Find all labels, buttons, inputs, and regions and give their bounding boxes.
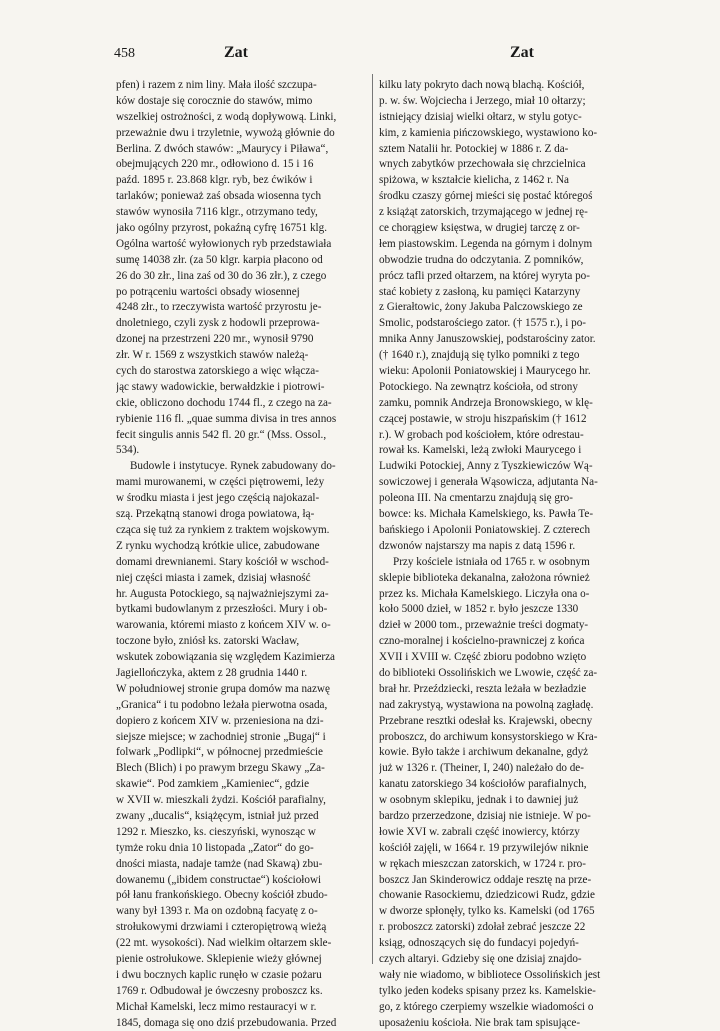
text-line: prócz tafli przed ołtarzem, na której wyryta po- bbox=[379, 269, 590, 282]
text-line: paźd. 1895 r. 23.868 klgr. ryb, bez ćwików i bbox=[116, 174, 313, 187]
text-line: dności miasta, nadaje tamże (nad Skawą) zbu- bbox=[116, 857, 323, 870]
text-line: wnych zabytków przechowała się chrzcielnica bbox=[379, 158, 586, 171]
text-line: 1292 r. Mieszko, ks. cieszyński, wynosząc w bbox=[116, 825, 316, 838]
text-line: 26 do 30 złr., lina zaś od 30 do 36 złr.), z czego bbox=[116, 269, 327, 282]
text-line: siejsze miejsce; w zachodniej stronie „Bugaj“ i bbox=[116, 730, 326, 743]
text-line: 1845, domaga się ono dziś przebudowania. Przed bbox=[116, 1016, 337, 1029]
text-line: ce chorągiew księstwa, w drugiej tarczę z or- bbox=[379, 222, 580, 235]
text-line: z książąt zatorskich, trzymającego w jednej rę- bbox=[379, 206, 588, 219]
running-head-right: Zat bbox=[510, 44, 534, 61]
text-line: W południowej stronie grupa domów ma nazwę bbox=[116, 682, 330, 695]
text-line: hr. Augusta Potockiego, są najważniejszymi za- bbox=[116, 587, 329, 600]
text-line: rował ks. Kamelski, leżą zwłoki Maurycego i bbox=[379, 444, 582, 457]
text-line: (22 mt. wysokości). Nad wielkim ołtarzem skle- bbox=[116, 937, 332, 950]
text-line: kościół zajęli, w 1664 r. 19 przywilejów niknie bbox=[379, 841, 589, 854]
text-line: Jagiellończyka, aktem z 28 grudnia 1440 r. bbox=[116, 666, 308, 679]
text-line: tylko jeden kodeks spisany przez ks. Kamelskie- bbox=[379, 984, 596, 997]
page-header bbox=[0, 44, 720, 64]
text-line: dnoletniego, czyli zysk z hodowli przeprowa- bbox=[116, 317, 320, 330]
text-line: sumę 14038 złr. (za 50 klgr. karpia płacono od bbox=[116, 253, 323, 266]
text-line: sklepie biblioteka dekanalna, założona również bbox=[379, 571, 590, 584]
column-divider bbox=[372, 74, 373, 964]
text-line: Michał Kamelski, lecz mimo restauracyi w r. bbox=[116, 1000, 317, 1013]
text-line: do biblioteki Ossolińskich we Lwowie, część za- bbox=[379, 666, 598, 679]
running-head-left: Zat bbox=[224, 44, 248, 61]
text-line: go, z którego czerpiemy wszelkie wiadomości o bbox=[379, 1000, 594, 1013]
text-line: mnika Anny Januszowskiej, podstarościny zator. bbox=[379, 333, 596, 346]
text-line: środku czaszy górnej mieści się postać któregoś bbox=[379, 190, 593, 203]
text-line: koło 5000 dzieł, w 1852 r. było jeszcze 1330 bbox=[379, 603, 579, 616]
text-line: kim, z kamienia pińczowskiego, wystawiono ko- bbox=[379, 126, 598, 139]
text-line: po potrąceniu wartości obsady wiosennej bbox=[116, 285, 300, 298]
left-text-column bbox=[116, 78, 368, 1031]
text-line: warowania, któremi miasto z końcem XIV w. o- bbox=[116, 619, 331, 632]
text-line: przez ks. Michała Kamelskiego. Liczyła ona o- bbox=[379, 587, 590, 600]
text-line: Przebrane resztki odesłał ks. Krajewski, obecny bbox=[379, 714, 593, 727]
text-line: tymże roku dnia 10 listopada „Zator“ do go- bbox=[116, 841, 314, 854]
text-line: złr. W r. 1569 z wszystkich stawów należą- bbox=[116, 349, 309, 362]
text-line: cząca się tuż za rynkiem z traktem wojskowym. bbox=[116, 523, 330, 536]
text-line: sztem Natalii hr. Potockiej w 1886 r. Z da- bbox=[379, 142, 569, 155]
text-line: czno-moralnej i kościelno-prawniczej z końca bbox=[379, 635, 585, 648]
text-line: pienie ostrołukowe. Sklepienie wieży głównej bbox=[116, 952, 322, 965]
text-line: Potockiego. Na zewnątrz kościoła, od strony bbox=[379, 380, 578, 393]
text-line: tarlaków; ponieważ zaś obsada wiosenna tych bbox=[116, 190, 322, 203]
text-line: „Granica“ i tu podobno leżała pierwotna osada, bbox=[116, 698, 328, 711]
text-line: Ogólna wartość wyłowionych ryb przedstawiała bbox=[116, 237, 332, 250]
text-line: kowie. Było także i archiwum dekanalne, gdyż bbox=[379, 746, 589, 759]
text-line: boszcz Jan Skinderowicz oddaje resztę na prze- bbox=[379, 873, 592, 886]
text-line: mami murowanemi, w części piętrowemi, leży bbox=[116, 476, 325, 489]
text-line: przeważnie dwu i trzyletnie, wywożą głównie do bbox=[116, 126, 335, 139]
text-line: Blech (Blich) i po prawym brzegu Skawy „Za- bbox=[116, 762, 325, 775]
text-line: spiżowa, w kształcie kielicha, z 1462 r. Na bbox=[379, 174, 569, 187]
text-line: wały nie wiadomo, w bibliotece Ossolińskich jest bbox=[379, 968, 601, 981]
text-line: bowce: ks. Michała Kamelskiego, ks. Pawła Te- bbox=[379, 508, 594, 521]
text-line: dzonej na przestrzeni 220 mr., wynosił 9790 bbox=[116, 333, 314, 346]
text-line: Z rynku wychodzą krótkie ulice, zabudowane bbox=[116, 539, 320, 552]
text-line: bańskiego i Apolonii Poniatowskiej. Z czterech bbox=[379, 523, 591, 536]
text-line: stawów wynosiła 7116 klgr., otrzymano tedy, bbox=[116, 206, 318, 219]
text-line: Ludwiki Potockiej, Anny z Tyszkiewiczów Wą- bbox=[379, 460, 593, 473]
text-line: czącej postawie, w stroju hiszpańskim († 1612 bbox=[379, 412, 587, 425]
text-line: łowie XVI w. zabrali część inowiercy, którzy bbox=[379, 825, 580, 838]
text-line: r.). W grobach pod kościołem, które odrestau- bbox=[379, 428, 584, 441]
text-line: w XVII w. mieszkali żydzi. Kościół parafialny, bbox=[116, 794, 326, 807]
text-line: ckie, obliczono dochodu 1744 fl., z czego na za- bbox=[116, 396, 332, 409]
right-text-column bbox=[379, 78, 656, 1031]
text-line: łem piastowskim. Legenda na górnym i dolnym bbox=[379, 237, 593, 250]
text-line: Przy kościele istniała od 1765 r. w osobnym bbox=[393, 555, 590, 568]
text-line: kilku laty pokryto dach nową blachą. Kościół, bbox=[379, 79, 585, 91]
text-line: jako ogólny przyrost, pokaźną cyfrę 16751 klg. bbox=[116, 222, 327, 235]
text-line: w rękach mieszczan zatorskich, w 1724 r. pro- bbox=[379, 857, 586, 870]
text-line: fecit singulis annis 542 fl. 20 gr.“ (Mss. Ossol., bbox=[116, 428, 327, 441]
text-line: skawie“. Pod zamkiem „Kamieniec“, gdzie bbox=[116, 778, 310, 791]
text-line: Berlina. Z dwóch stawów: „Maurycy i Piława“, bbox=[116, 142, 329, 155]
text-line: kanatu zatorskiego 34 kościołów parafialnych, bbox=[379, 778, 587, 791]
text-line: folwark „Podlipki“, w północnej przedmieście bbox=[116, 746, 323, 759]
text-line: bardzo przerzedzone, dzisiaj nie istnieje. W po- bbox=[379, 809, 591, 822]
text-line: sowiczowej i generała Wąsowicza, adjutanta Na- bbox=[379, 476, 598, 489]
text-line: chowanie Rasockiemu, dziedzicowi Rudz, gdzie bbox=[379, 889, 595, 902]
text-line: wieku: Apolonii Poniatowskiej i Maurycego hr. bbox=[379, 365, 591, 378]
text-line: 534). bbox=[116, 444, 140, 457]
text-line: obejmujących 220 mr., odłowiono d. 15 i 16 bbox=[116, 158, 314, 171]
text-line: dzieł w 2000 tom., przeważnie treści dogmaty- bbox=[379, 619, 589, 632]
text-line: p. w. św. Wojciecha i Jerzego, miał 10 ołtarzy; bbox=[379, 94, 586, 107]
text-line: Budowle i instytucye. Rynek zabudowany do- bbox=[130, 460, 336, 473]
text-line: pół łanu frankońskiego. Obecny kościół zbudo- bbox=[116, 889, 328, 902]
text-line: ków dostaje się corocznie do stawów, mimo bbox=[116, 94, 313, 107]
text-line: brał hr. Przeździecki, reszta leżała w bezładzie bbox=[379, 682, 587, 695]
text-line: r. proboszcz zatorski) zdołał zebrać jeszcze 22 bbox=[379, 921, 586, 934]
page-number: 458 bbox=[114, 46, 135, 61]
text-line: dopiero z końcem XIV w. przeniesiona na dzi- bbox=[116, 714, 324, 727]
text-line: 1769 r. Odbudował je ówczesny proboszcz ks. bbox=[116, 984, 323, 997]
text-line: Smolic, podstarościego zator. († 1575 r.), i po- bbox=[379, 317, 586, 330]
text-line: toczone było, zniósł ks. zatorski Wacław, bbox=[116, 635, 300, 648]
text-line: już w 1326 r. (Theiner, I, 240) należało do de- bbox=[379, 762, 584, 775]
text-line: obwodzie trudna do odczytania. Z pomników, bbox=[379, 253, 584, 266]
text-line: wany był 1393 r. Ma on ozdobną facyatę z o- bbox=[116, 905, 318, 918]
text-line: szą. Przekątną stanowi droga powiatowa, łą- bbox=[116, 508, 315, 521]
text-line: rybienie 116 fl. „quae summa divisa in tres annos bbox=[116, 412, 337, 425]
text-line: nad zakrystyą, wystawiona na powolną zagładę. bbox=[379, 698, 594, 711]
text-line: stać kobiety z zasłoną, ku pamięci Katarzyny bbox=[379, 285, 581, 298]
text-line: czych altaryi. Gdzieby się one dzisiaj znajdo- bbox=[379, 952, 582, 965]
text-line: ksiąg, odnoszących się do fundacyi pojedyń- bbox=[379, 937, 579, 950]
text-line: domami drewnianemi. Stary kościół w wschod- bbox=[116, 555, 329, 568]
text-line: zamku, pomnik Andrzeja Bronowskiego, w klę- bbox=[379, 396, 593, 409]
text-line: w dworze spłonęły, tylko ks. Kamelski (od 1765 bbox=[379, 905, 595, 918]
text-line: poleona III. Na cmentarzu znajdują się gro- bbox=[379, 492, 573, 505]
text-line: z Gierałtowic, żony Jakuba Palczowskiego ze bbox=[379, 301, 583, 314]
text-line: proboszcz, do archiwum konsystorskiego w Kra- bbox=[379, 730, 598, 743]
text-line: i dwu bocznych kaplic runęło w czasie pożaru bbox=[116, 968, 322, 981]
text-line: dzwonów najstarszy ma napis z datą 1596 r. bbox=[379, 539, 576, 552]
text-line: XVII i XVIII w. Część zbioru podobno wzięto bbox=[379, 651, 587, 664]
text-line: strołukowymi drzwiami i czteropiętrową wieżą bbox=[116, 921, 327, 934]
text-line: zwany „ducalis“, książęcym, istniał już przed bbox=[116, 809, 319, 822]
text-line: w środku miasta i jest jego częścią najokazal- bbox=[116, 492, 320, 505]
text-line: wskutek zobowiązania się względem Kazimierza bbox=[116, 651, 336, 664]
text-line: († 1640 r.), znajdują się tylko pomniki z tego bbox=[379, 349, 580, 362]
text-line: w osobnym sklepiku, jednak i to dawniej już bbox=[379, 794, 579, 807]
text-line: pfen) i razem z nim liny. Mała ilość szczupa- bbox=[116, 79, 317, 91]
text-line: cych do starostwa zatorskiego a więc włącza- bbox=[116, 365, 319, 378]
text-line: istniejący dzisiaj wielki ołtarz, w stylu gotyc- bbox=[379, 110, 582, 123]
text-line: niej części miasta i zamek, dzisiaj własność bbox=[116, 571, 311, 584]
text-line: wszelkiej ostrożności, z wodą dopływową. Linki, bbox=[116, 110, 337, 123]
text-line: jąc stawy wadowickie, berwałdzkie i piotrowi- bbox=[116, 380, 325, 393]
text-line: 4248 złr., to rzeczywista wartość przyrostu je- bbox=[116, 301, 322, 314]
text-line: dowanemu („ibidem constructae“) kościołowi bbox=[116, 873, 322, 886]
text-line: uposażeniu kościoła. Nie brak tam spisujące- bbox=[379, 1016, 581, 1029]
text-line: bytkami budowlanym z przeszłości. Mury i ob- bbox=[116, 603, 328, 616]
